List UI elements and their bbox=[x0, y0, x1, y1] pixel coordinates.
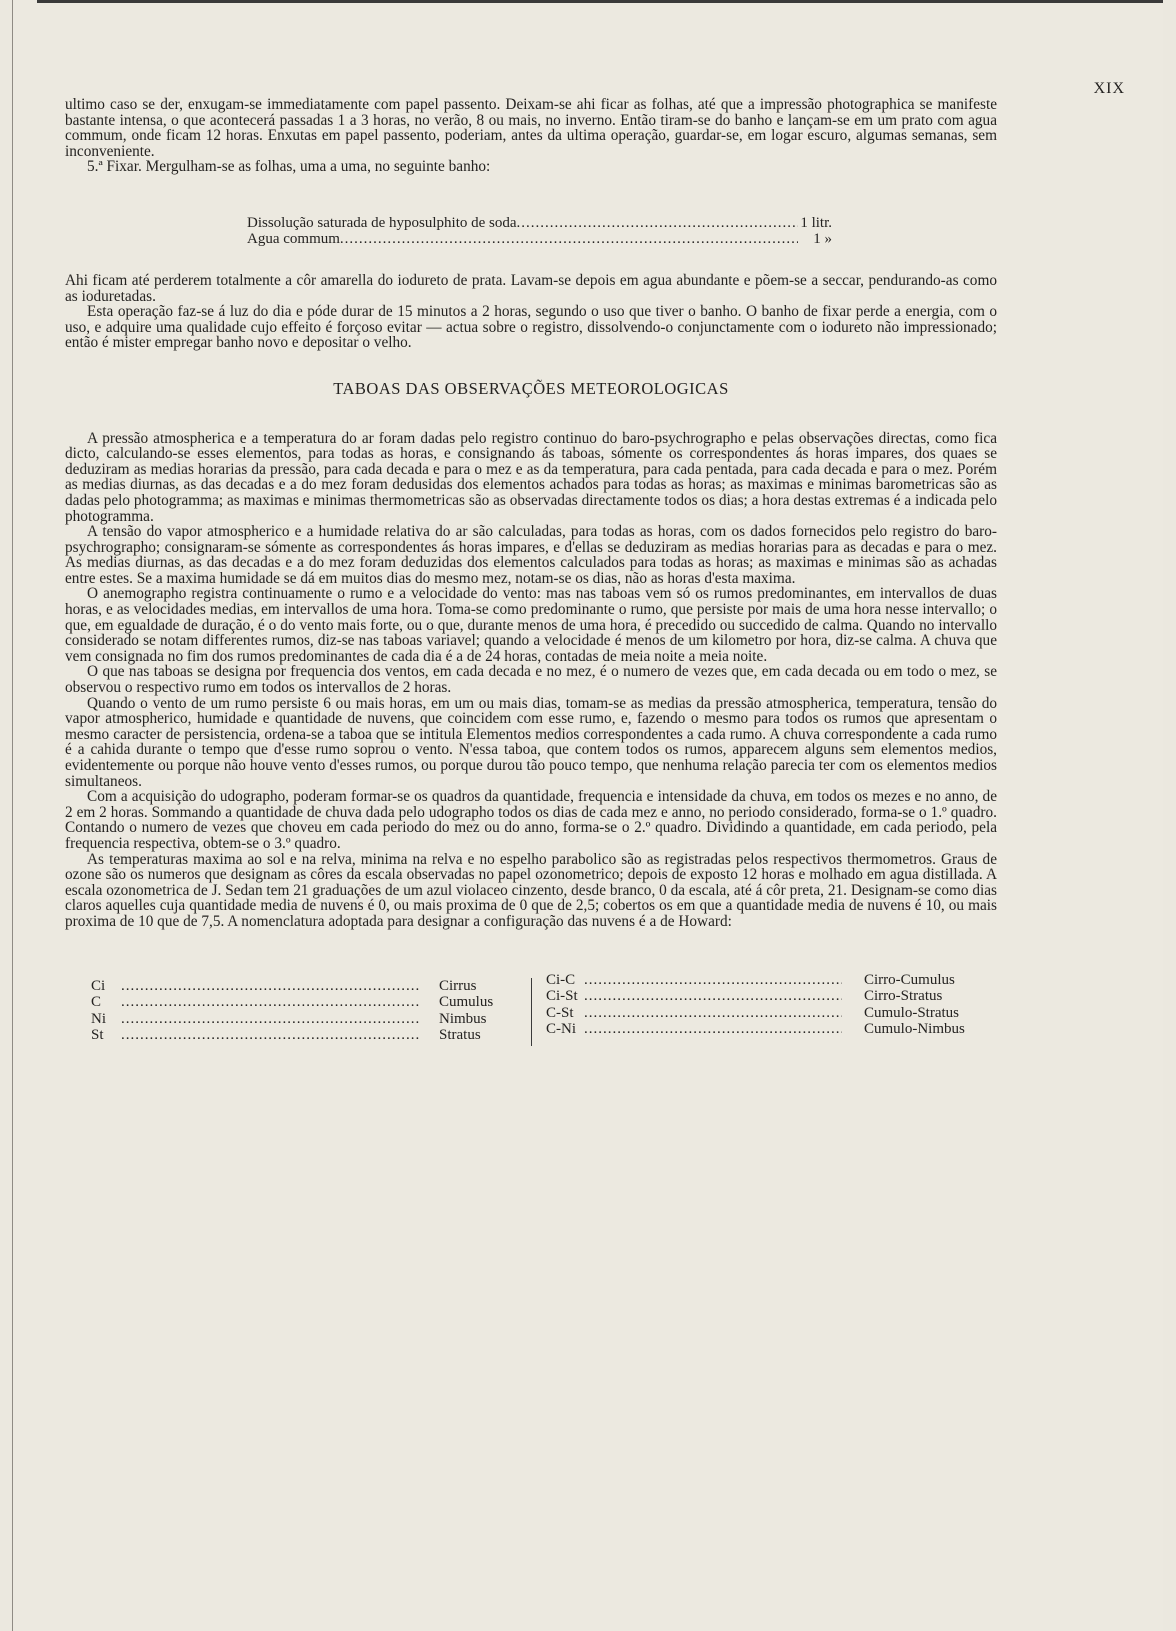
abbrev-entry bbox=[546, 1005, 984, 1022]
paragraph: A tensão do vapor atmospherico e a humidade relativa do ar são calculadas, para todas as horas, com os dados fornecidos pelo registro do baro-psychrographo; consignaram-se sómente as correspondentes ás horas impares, e d'ellas se deduziram as medias horarias para as decadas e para o mez. As medias diurnas, as das decadas e a do mez foram deduzidas dos elementos calculados para todas as horas; as maximas e minimas são as achadas entre estes. Se a maxima humidade se dá em muitos dias do mesmo mez, notam-se os dias, não as horas d'esta maxima. bbox=[65, 523, 997, 587]
abbrev-code: C-Ni bbox=[546, 1021, 576, 1038]
column-divider bbox=[531, 978, 532, 1046]
abbrev-entry bbox=[546, 988, 984, 1005]
leader-dots bbox=[584, 1005, 842, 1022]
abbrev-entry bbox=[91, 978, 509, 995]
abbrev-name: Cirro-Stratus bbox=[864, 988, 943, 1005]
recipe-label: Dissolução saturada de hyposulphito de soda bbox=[247, 214, 517, 231]
abbrev-name: Cumulo-Stratus bbox=[864, 1004, 960, 1021]
paragraph: Ahi ficam até perderem totalmente a côr amarella do iodureto de prata. Lavam-se depois em agua abundante e põem-se a seccar, pendurando-as como as ioduretadas. bbox=[65, 271, 997, 305]
leader-dots bbox=[584, 972, 842, 989]
recipe-row bbox=[247, 231, 832, 247]
recipe-qty: 1 » bbox=[813, 230, 832, 247]
paragraph: Com a acquisição do udographo, poderam formar-se os quadros da quantidade, frequencia e intensidade da chuva, em todos os mezes e no anno, de 2 em 2 horas. Sommando a quantidade de chuva dada pelo udographo todos os dias de cada mez e anno, no periodo considerado, forma-se o 1.º quadro. Contando o numero de vezes que choveu em cada periodo do mez ou do anno, forma-se o 2.º quadro. Dividindo a quantidade, em cada periodo, pela frequencia respectiva, obtem-se o 3.º quadro. bbox=[65, 788, 997, 852]
leader-dots bbox=[121, 1027, 421, 1044]
section-title: TABOAS DAS OBSERVAÇÕES METEOROLOGICAS bbox=[333, 378, 729, 398]
abbrev-name: Nimbus bbox=[439, 1010, 487, 1027]
leader-dots bbox=[584, 1021, 842, 1038]
paragraph: Esta operação faz-se á luz do dia e póde durar de 15 minutos a 2 horas, segundo o uso que tiver o banho. O banho de fixar perde a energia, com o uso, e adquire uma qualidade cujo effeito é forçoso evitar — actua sobre o registro, dissolvendo-o conjunctamente com o iodureto não impressionado; então é mister empregar banho novo e depositar o velho. bbox=[65, 303, 997, 352]
abbrev-entry bbox=[91, 1011, 509, 1028]
leader-dots bbox=[121, 978, 421, 995]
step-label: 5.ª Fixar. Mergulham-se as folhas, uma a uma, no seguinte banho: bbox=[87, 158, 491, 176]
abbrev-code: Ci-C bbox=[546, 971, 576, 988]
abbrev-entry bbox=[546, 1021, 984, 1038]
abbrev-code: Ni bbox=[91, 1010, 106, 1027]
abbrev-name: Stratus bbox=[439, 1027, 481, 1044]
page-number: XIX bbox=[1093, 80, 1125, 97]
paragraph: O que nas taboas se designa por frequencia dos ventos, em cada decada e no mez, é o numero de vezes que, em cada decada ou em todo o mez, se observou o respectivo rumo em todos os intervallos de 2 horas. bbox=[65, 663, 997, 697]
abbrev-code: Ci bbox=[91, 977, 106, 994]
leader-dots bbox=[340, 231, 798, 247]
paragraph bbox=[65, 159, 997, 175]
recipe-qty: 1 litr. bbox=[800, 214, 832, 231]
recipe-label: Agua commum bbox=[247, 230, 340, 247]
abbrev-code: C-St bbox=[546, 1004, 574, 1021]
paragraph: ultimo caso se der, enxugam-se immediatamente com papel passento. Deixam-se ahi ficar as folhas, até que a impressão photographica se manifeste bastante intensa, o que acontecerá passadas 1 a 3 horas, no verão, 8 ou mais, no inverno. Então tiram-se do banho e lançam-se em um prato com agua commum, onde ficam 12 horas. Enxutas em papel passento, poderiam, antes da ultima operação, guardar-se, em logar escuro, algumas semanas, sem inconveniente. bbox=[65, 96, 997, 160]
leader-dots bbox=[517, 215, 798, 231]
recipe-row bbox=[247, 215, 832, 231]
paragraph: A pressão atmospherica e a temperatura do ar foram dadas pelo registro continuo do baro-psychrographo e pelas observações directas, como fica dicto, calculando-se esses elementos, para todas as horas, e consignando ás taboas, sómente os correspondentes ás horas impares, dos quaes se deduziram as medias horarias da pressão, para cada decada e para o mez e as da temperatura, para cada pentada, para cada decada e para o mez. Porém as medias diurnas, as das decadas e a do mez foram dedusidas dos elementos achados para todas as horas; as maximas e minimas barometricas são as dadas pelo photogramma; as maximas e minimas thermometricas são as observadas directamente todos os dias; a hora destas extremas é a indicada pelo photogramma. bbox=[65, 429, 997, 525]
recipe-table bbox=[247, 215, 832, 247]
leader-dots bbox=[121, 1011, 421, 1028]
paragraph: As temperaturas maxima ao sol e na relva, minima na relva e no espelho parabolico são as registradas pelos respectivos thermometros. Graus de ozone são os numeros que designam as côres da escala observadas no papel ozonometrico; depois de exposto 12 horas e molhado em agua distillada. A escala ozonometrica de J. Sedan tem 21 graduações de um azul violaceo cinzento, desde branco, 0 da escala, até á côr preta, 21. Designam-se como dias claros aquelles cuja quantidade media de nuvens é 0, ou mais proxima de 0 que de 2,5; cobertos os em que a quantidade media de nuvens é 10, ou mais proxima de 10 que de 7,5. A nomenclatura adoptada para designar a configuração das nuvens é a de Howard: bbox=[65, 850, 997, 930]
cloud-abbreviation-table bbox=[91, 971, 997, 1046]
abbrev-code: St bbox=[91, 1027, 104, 1044]
leader-dots bbox=[584, 988, 842, 1005]
abbrev-column-left bbox=[91, 978, 509, 1046]
abbrev-name: Cumulus bbox=[439, 994, 494, 1011]
page bbox=[12, 0, 1163, 1631]
leader-dots bbox=[121, 994, 421, 1011]
paragraph: O anemographo registra continuamente o rumo e a velocidade do vento: mas nas taboas vem só os rumos predominantes, em intervallos de duas horas, e as velocidades medias, em intervallos de uma hora. Toma-se como predominante o rumo, que persiste por mais de uma hora nesse intervallo; o que, em egualdade de duração, é o do vento mais forte, ou o que, durante menos de uma hora, é precedido ou succedido de calma. Quando no intervallo considerado se notam differentes rumos, diz-se nas taboas variavel; quando a velocidade é menos de um kilometro por hora, diz-se calma. A chuva que vem consignada no fim dos rumos predominantes de cada dia é a de 24 horas, contadas de meia noite a meia noite. bbox=[65, 585, 997, 665]
abbrev-name: Cirrus bbox=[439, 977, 477, 994]
abbrev-name: Cirro-Cumulus bbox=[864, 971, 955, 988]
top-rule bbox=[37, 0, 1163, 3]
body-text bbox=[65, 97, 997, 1046]
abbrev-column-right bbox=[546, 972, 984, 1046]
abbrev-entry bbox=[546, 972, 984, 989]
abbrev-entry bbox=[91, 994, 509, 1011]
paragraph: Quando o vento de um rumo persiste 6 ou mais horas, em um ou mais dias, tomam-se as medias da pressão atmospherica, temperatura, tensão do vapor atmospherico, humidade e quantidade de nuvens, que coincidem com esse rumo, e, fazendo o mesmo para todos os rumos que apresentam o mesmo caracter de persistencia, ordena-se a taboa que se intitula Elementos medios correspondentes a cada rumo. A chuva correspondente a cada rumo é a cahida durante o tempo que d'esse rumo soprou o vento. N'essa taboa, que contem todos os rumos, apparecem alguns sem elementos medios, evidentemente ou porque não houve vento d'esses rumos, ou porque durou tão pouco tempo, que nenhuma relação parecia ter com os elementos medios simultaneos. bbox=[65, 694, 997, 790]
abbrev-name: Cumulo-Nimbus bbox=[864, 1021, 965, 1038]
abbrev-code: Ci-St bbox=[546, 988, 578, 1005]
abbrev-code: C bbox=[91, 994, 102, 1011]
abbrev-entry bbox=[91, 1027, 509, 1044]
